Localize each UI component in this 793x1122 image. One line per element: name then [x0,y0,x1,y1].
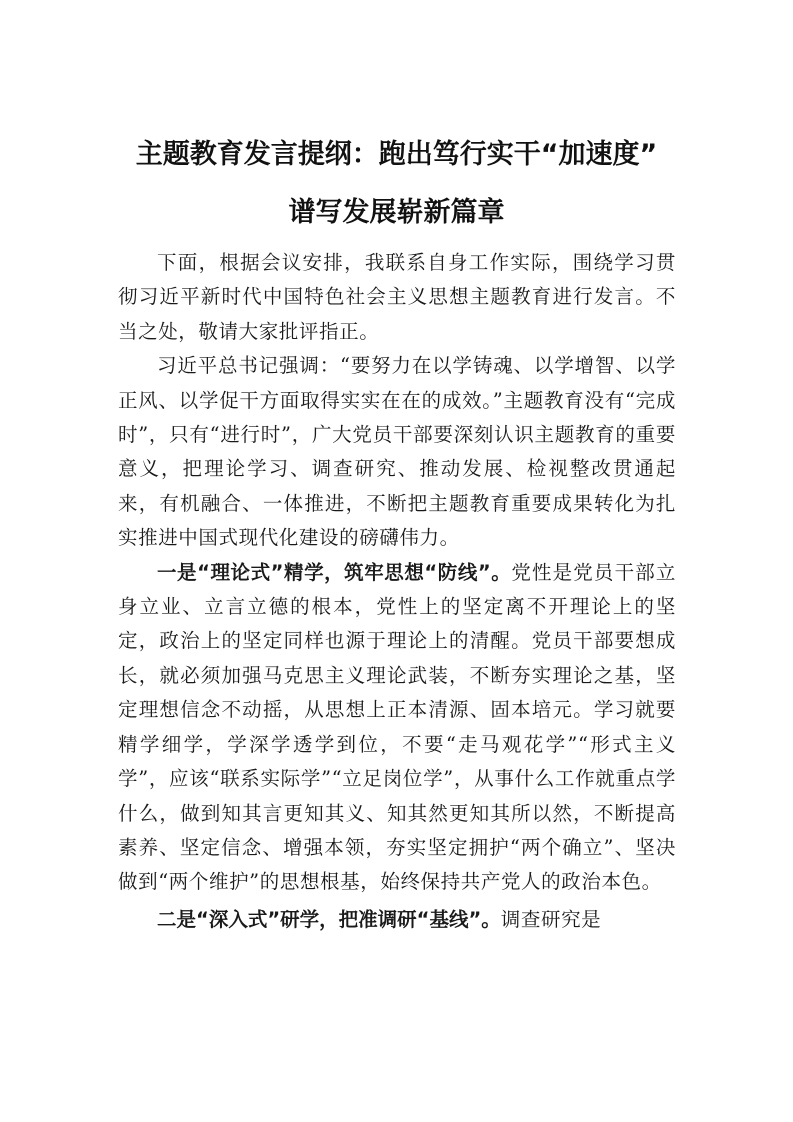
document-title-line-1: 主题教育发言提纲：跑出笃行实干“加速度” [135,139,658,170]
document-body [118,246,676,937]
paragraph-text: 习近平总书记强调：“要努力在以学铸魂、以学增智、以学正风、以学促干方面取得实实在在的成效。”主题教育没有“完成时”，只有“进行时”，广大党员干部要深刻认识主题教育的重要意义，把理论学习、调查研究、推动发展、检视整改贯通起来，有机融合、一体推进，不断把主题教育重要成果转化为扎实推进中国式现代化建设的磅礴伟力。 [118,354,676,550]
paragraph-intro [118,246,676,349]
paragraph-lead-heading: 一是“理论式”精学，筑牢思想“防线”。 [157,560,512,584]
paragraph-quote [118,349,676,555]
paragraph-text: 下面，根据会议安排，我联系自身工作实际，围绕学习贯彻习近平新时代中国特色社会主义思想主题教育进行发言。不当之处，敬请大家批评指正。 [118,251,676,343]
document-title-line-2: 谱写发展崭新篇章 [288,197,505,228]
paragraph-lead-heading: 二是“深入式”研学，把准调研“基线”。 [157,907,501,931]
paragraph-point-two [118,903,676,937]
paragraph-text: 调查研究是 [500,907,602,931]
paragraph-point-one [118,556,676,900]
paragraph-text: 党性是党员干部立身立业、立言立德的根本，党性上的坚定离不开理论上的坚定，政治上的坚定同样也源于理论上的清醒。党员干部要想成长，就必须加强马克思主义理论武装，不断夯实理论之基，坚定理想信念不动摇，从思想上正本清源、固本培元。学习就要精学细学，学深学透学到位，不要“走马观花学”“形式主义学”，应该“联系实际学”“立足岗位学”，从事什么工作就重点学什么，做到知其言更知其义、知其然更知其所以然，不断提高素养、坚定信念、增强本领，夯实坚定拥护“两个确立”、坚决做到“两个维护”的思想根基，始终保持共产党人的政治本色。 [118,560,676,894]
